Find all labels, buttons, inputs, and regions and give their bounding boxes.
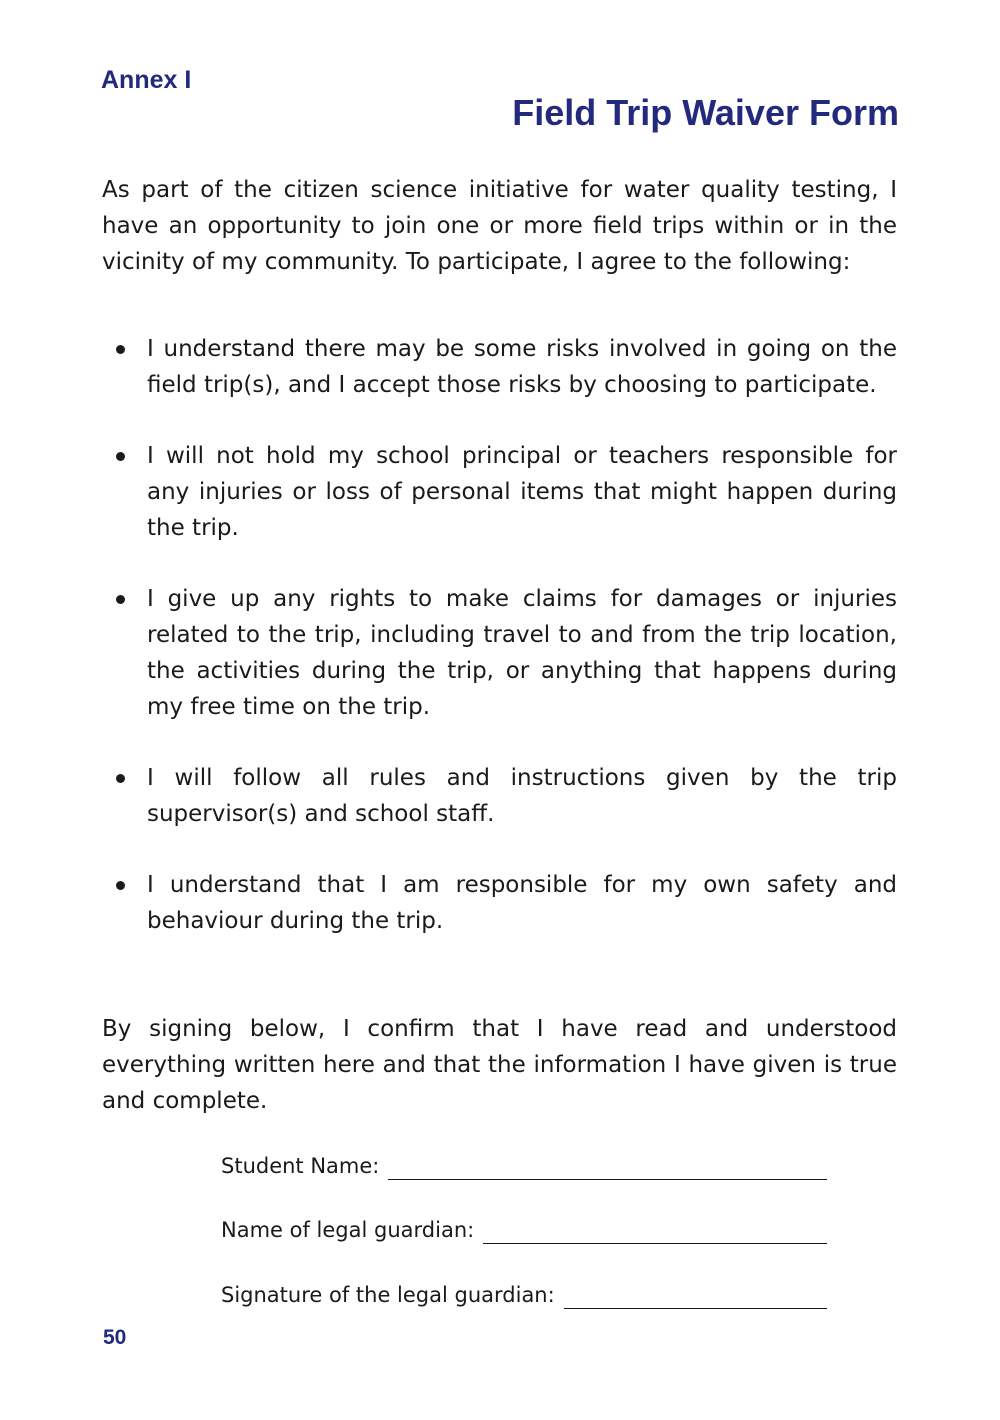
agreement-list [102, 331, 897, 974]
bullet-icon [116, 774, 125, 783]
list-item [102, 438, 897, 546]
student-name-blank[interactable] [388, 1157, 827, 1180]
bullet-icon [116, 345, 125, 354]
list-item [102, 331, 897, 403]
guardian-signature-label: Signature of the legal guardian: [221, 1283, 555, 1307]
student-name-label: Student Name: [221, 1154, 380, 1178]
list-item [102, 760, 897, 832]
intro-paragraph: As part of the citizen science initiative for water quality testing, I have an opportunity to join one or more field trips within or in the vicinity of my community. To participate, I agree to the following: [102, 177, 897, 275]
list-item [102, 867, 897, 939]
list-item-text: I will not hold my school principal or teachers responsible for any injuries or loss of personal items that might happen during the trip. [147, 443, 897, 541]
closing-paragraph: By signing below, I confirm that I have read and understood everything written here and that the information I have given is true and complete. [102, 1016, 897, 1114]
guardian-name-field [221, 1216, 827, 1244]
bullet-icon [116, 452, 125, 461]
bullet-icon [116, 881, 125, 890]
guardian-signature-field [221, 1281, 827, 1309]
guardian-signature-blank[interactable] [564, 1286, 827, 1309]
guardian-name-blank[interactable] [483, 1221, 827, 1244]
page-number: 50 [103, 1326, 127, 1349]
annex-label: Annex I [101, 66, 192, 94]
list-item-text: I understand there may be some risks involved in going on the field trip(s), and I accept those risks by choosing to participate. [147, 336, 897, 398]
student-name-field [221, 1152, 827, 1180]
page-title: Field Trip Waiver Form [512, 92, 899, 133]
bullet-icon [116, 595, 125, 604]
guardian-name-label: Name of legal guardian: [221, 1218, 475, 1242]
list-item [102, 581, 897, 725]
list-item-text: I understand that I am responsible for my own safety and behaviour during the trip. [147, 872, 897, 934]
list-item-text: I give up any rights to make claims for damages or injuries related to the trip, including travel to and from the trip location, the activities during the trip, or anything that happens during my free time on the trip. [147, 586, 897, 720]
list-item-text: I will follow all rules and instructions given by the trip supervisor(s) and school staff. [147, 765, 897, 827]
